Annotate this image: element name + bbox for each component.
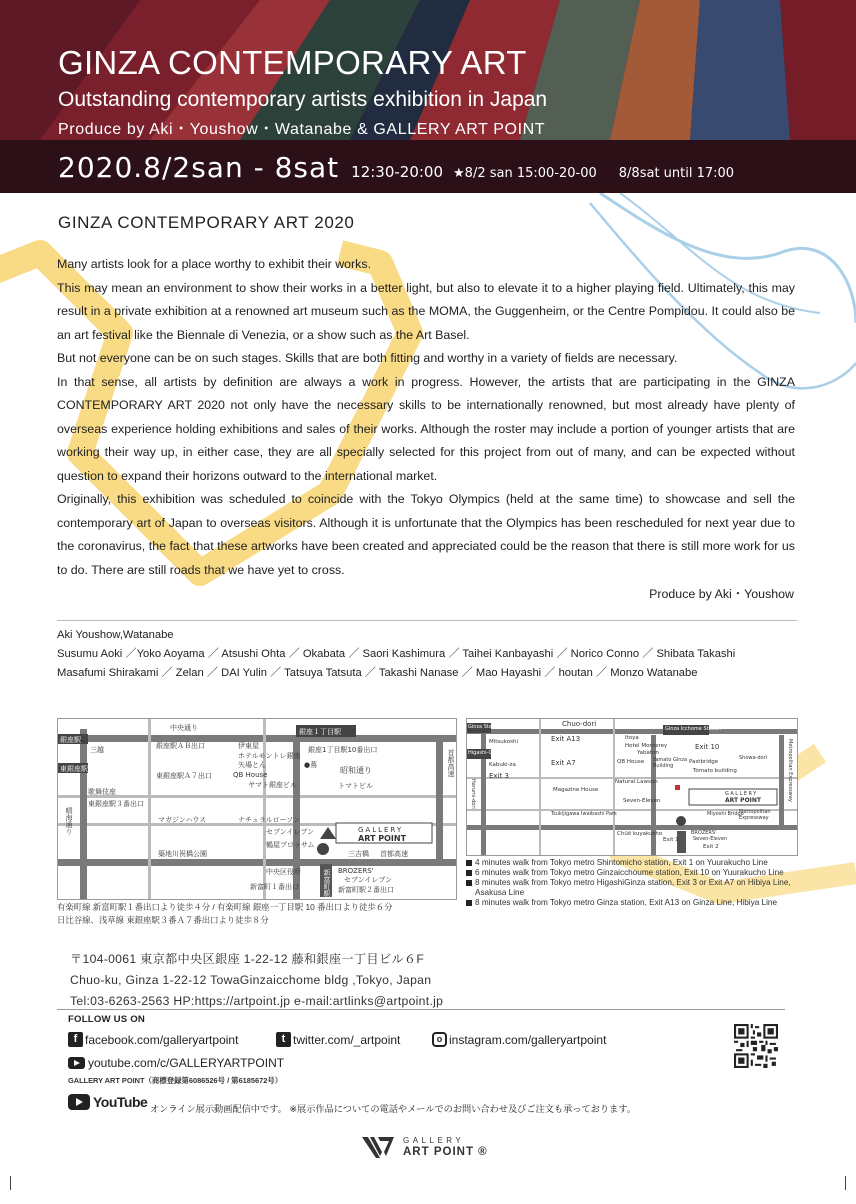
map-label-exit-sh2: 新富町駅２番出口 bbox=[338, 886, 394, 894]
intro-text bbox=[57, 253, 795, 582]
map-label-higashi-ginza: 東銀座駅 bbox=[60, 765, 88, 773]
map-label-exit-sh1: 新富町１番出口 bbox=[250, 883, 299, 891]
access-en-item: 8 minutes walk from Tokyo metro Ginza station, Exit A13 on Ginza Line, Hibiya Line bbox=[466, 898, 816, 908]
map-label-showa: 昭和通り bbox=[340, 766, 372, 775]
youtube-note: オンライン展示動画配信中です。 ※展示作品についての電話やメールでのお問い合わせ及びご注文も承っております。 bbox=[150, 1104, 636, 1114]
intro-signature: Produce by Aki・Youshow bbox=[649, 587, 794, 601]
map-label-hotel: ホテルモントレ銀座 bbox=[238, 752, 301, 760]
artists-line-1: Susumu Aoki ／Yoko Aoyama ／ Atsushi Ohta ／ Okabata ／ Saori Kashimura ／ Taihei Kanbayashi ／ Norico Conno ／ Shibata Takashi bbox=[57, 648, 736, 660]
map-label-exit10: 銀座1丁目駅10番出口 bbox=[308, 746, 378, 754]
footer-logo-gallery: GALLERY bbox=[403, 1136, 465, 1145]
map-label-itoya: 伊東屋 bbox=[238, 742, 259, 750]
map-en-exit-a7: Exit A7 bbox=[551, 759, 576, 767]
map-label-artpoint: ART POINT bbox=[358, 834, 407, 843]
address-divider bbox=[57, 1009, 785, 1010]
section-title: GINZA CONTEMPORARY ART 2020 bbox=[58, 213, 355, 232]
intro-paragraph: This may mean an environment to show their works in a better light, but also to elevate it to a higher playing field. Ultimately, this may result in a private exhibition at a renowned art museum such as the MOMA, the Guggenheim, or the Centre Pompidou. It could also be an art festival like the Biennale di Venezia, or a show such as the Art Basel. bbox=[57, 280, 795, 342]
map-en-pastbridge: Pastbridge bbox=[689, 759, 719, 765]
map-en-ginza-icchome: Ginza Icchome Station bbox=[665, 726, 722, 732]
map-en-tomato: Tomato building bbox=[693, 768, 737, 774]
qr-code-icon[interactable] bbox=[734, 1024, 778, 1068]
map-label-natural: ナチュラルローソン bbox=[238, 816, 301, 824]
map-en-magazine: Magazine House bbox=[553, 787, 599, 793]
map-en-brozers: BROZERS' bbox=[691, 830, 717, 836]
map-label-tomato: トマトビル bbox=[338, 782, 373, 790]
map-label-yamato: ヤマト銀座ビル bbox=[248, 781, 297, 789]
map-en-artpoint: ART POINT bbox=[725, 797, 762, 804]
aug8-hours-note: 8/8sat until 17:00 bbox=[618, 166, 735, 181]
map-en-harumi: Harumi-dori bbox=[470, 779, 476, 809]
map-en-natural: Natural Lawson bbox=[615, 779, 658, 785]
map-label-seven2: セブンイレブン bbox=[344, 876, 393, 884]
instagram-url[interactable]: instagram.com/galleryartpoint bbox=[449, 1032, 607, 1047]
youtube-icon bbox=[68, 1057, 85, 1069]
trademark-note: GALLERY ART POINT（商標登録第6086526号 / 第6185672号） bbox=[68, 1076, 283, 1085]
header-banner bbox=[0, 0, 856, 193]
map-en-ginza-station: Ginza Station bbox=[468, 724, 502, 730]
youtube-url[interactable]: youtube.com/c/GALLERYARTPOINT bbox=[88, 1056, 285, 1070]
map-en-kabukiza: Kabuki-za bbox=[489, 762, 516, 768]
map-label-mitsukoshi: 三越 bbox=[90, 746, 104, 754]
footer-logo-artpoint: ART POINT ® bbox=[403, 1146, 488, 1158]
map-label-chuo-dori: 中央通り bbox=[170, 724, 198, 732]
contact-info: Tel:03-6263-2563 HP:https://artpoint.jp e-mail:artlinks@artpoint.jp bbox=[70, 994, 444, 1008]
map-label-magazine: マガジンハウス bbox=[158, 816, 207, 824]
map-label-kabukiza: 歌舞伎座 bbox=[88, 788, 116, 796]
map-label-seven: セブンイレブン bbox=[266, 828, 315, 836]
intro-paragraph: In that sense, all artists by definition are always a work in progress. However, the artists that are participating in the GINZA CONTEMPORARY ART 2020 not only have the necessary skills to be internationally renowned, but most already have plenty of overseas experience holding exhibitions and sales of their works. Although the roster may include a portion of younger artists that are working their way up, in either case, they are all specially selected for this project from out of many, and can be expected without question to expand their horizons outward to the international market. bbox=[57, 374, 795, 483]
address-english: Chuo-ku, Ginza 1-22-12 TowaGinzaicchome bldg ,Tokyo, Japan bbox=[70, 973, 432, 987]
youtube-logo-icon bbox=[68, 1094, 90, 1110]
map-label-sankyo: 三吉橋 bbox=[348, 850, 369, 858]
map-en-qb: QB House bbox=[617, 759, 645, 765]
map-en-exit3: Exit 3 bbox=[489, 772, 509, 780]
map-en-chuo-dori: Chuo-dori bbox=[562, 720, 597, 728]
date-range: 2020.8/2san - 8sat bbox=[58, 151, 340, 184]
youtube-link[interactable] bbox=[68, 1056, 284, 1070]
map-label-exit-ab: 銀座駅ＡＢ出口 bbox=[156, 742, 205, 750]
map-en-mitsukoshi: Mitsukoshi bbox=[489, 739, 519, 745]
event-producer: Produce by Aki・Youshow・Watanabe & GALLERY ART POINT bbox=[58, 121, 546, 138]
access-en-item: 4 minutes walk from Tokyo metro Shintomicho station, Exit 1 on Yuurakucho Line bbox=[466, 858, 816, 868]
crop-mark bbox=[845, 1176, 846, 1190]
map-label-tsukiji: 築地川祝橋公園 bbox=[158, 850, 207, 858]
map-en-exit1: Exit 1 bbox=[663, 837, 679, 843]
map-label-brozers: BROZERS' bbox=[338, 867, 374, 875]
map-english bbox=[466, 718, 798, 856]
map-en-exit-a13: Exit A13 bbox=[551, 735, 581, 743]
map-en-exit10: Exit 10 bbox=[695, 743, 720, 751]
map-japanese bbox=[57, 718, 457, 900]
map-label-ginza1: 銀座１丁目駅 bbox=[299, 728, 341, 736]
instagram-icon: o bbox=[432, 1032, 447, 1047]
twitter-url[interactable]: twitter.com/_artpoint bbox=[293, 1032, 401, 1047]
intro-paragraph: Many artists look for a place worthy to exhibit their works. bbox=[57, 257, 372, 271]
map-label-harumi: 晴海通り bbox=[65, 807, 73, 835]
crop-mark bbox=[10, 1176, 11, 1190]
curators: Aki Youshow,Watanabe bbox=[57, 629, 174, 641]
access-en-item: 6 minutes walk from Tokyo metro Ginzaicchoume station, Exit 10 on Yuurakucho Line bbox=[466, 868, 816, 878]
opening-hours: 12:30-20:00 bbox=[351, 163, 444, 181]
access-jp-line: 有楽町線 新富町駅１番出口より徒歩４分 / 有楽町線 銀座一丁目駅 10 番出口より徒歩６分 bbox=[57, 902, 393, 912]
map-en-showa: Showa-dori bbox=[739, 755, 768, 761]
youtube-logo bbox=[68, 1094, 147, 1110]
map-en-higashi: Higashi-Ginza Station bbox=[468, 750, 523, 756]
event-subtitle: Outstanding contemporary artists exhibition in Japan bbox=[58, 88, 548, 111]
access-japanese bbox=[57, 901, 392, 927]
map-en-seven: Seven-Eleven bbox=[623, 798, 661, 804]
map-label-yabaton: 矢場とん bbox=[238, 761, 266, 769]
map-en-expressway-v: Metropolitan Expressway bbox=[787, 739, 793, 802]
address-block bbox=[70, 949, 443, 1012]
map-en-metro-exp: Metropolitan Expressway bbox=[739, 809, 771, 821]
map-label-dadu: ●蔦 bbox=[304, 761, 318, 769]
map-label-brossom: 鶴屋ブロッサム bbox=[266, 841, 315, 849]
map-en-chuo-ku: Chūō kuyakusho bbox=[617, 831, 663, 837]
map-label-expressway-h: 首都高速 bbox=[380, 850, 408, 858]
map-label-gallery: GALLERY bbox=[358, 826, 404, 834]
follow-title: FOLLOW US ON bbox=[68, 1014, 146, 1025]
facebook-icon: f bbox=[68, 1032, 83, 1047]
map-en-yabaton: Yabaton bbox=[637, 750, 659, 756]
address-japanese: 〒104-0061 東京都中央区銀座 1-22-12 藤和銀座一丁目ビル６F bbox=[70, 952, 425, 966]
map-en-miyoshi: Miyoshi Bridge bbox=[707, 811, 744, 817]
aug2-hours-note: ★8/2 san 15:00-20-00 bbox=[453, 166, 597, 181]
facebook-link[interactable] bbox=[68, 1032, 238, 1047]
map-en-itoya: Itoya bbox=[625, 735, 639, 741]
access-jp-line: 日比谷線、浅草線 東銀座駅３番Ａ７番出口より徒歩８分 bbox=[57, 915, 269, 925]
intro-paragraph: But not everyone can be on such stages. Skills that are both fitting and worthy in a variety of fields are necessary. bbox=[57, 351, 678, 365]
map-en-gallery: GALLERY bbox=[725, 791, 758, 797]
twitter-link[interactable] bbox=[276, 1032, 400, 1047]
map-label-expressway: 首都高速 bbox=[447, 749, 455, 777]
map-en-seven2: Seven-Eleven bbox=[693, 836, 728, 842]
map-label-ginza-station: 銀座駅 bbox=[60, 736, 81, 744]
artist-list bbox=[57, 626, 817, 683]
event-dates bbox=[58, 151, 734, 184]
intro-paragraph: Originally, this exhibition was scheduled to coincide with the Tokyo Olympics (held at the same time) to showcase and sell the contemporary art of Japan to overseas visitors. Although it is unfortunate that the Olympics has been rescheduled for next year due to the coronavirus, the fact that these artworks have been created and appreciated could be the reason that there is still more work for us to do. There are still roads that we have yet to cross. bbox=[57, 492, 795, 577]
map-label-qb: QB House bbox=[233, 771, 268, 779]
event-title: GINZA CONTEMPORARY ART bbox=[58, 44, 527, 81]
map-label-exit3: 東銀座駅３番出口 bbox=[88, 800, 144, 808]
map-en-yamato: Yamato Ginza Building bbox=[653, 757, 688, 769]
access-english bbox=[466, 858, 816, 908]
facebook-url[interactable]: facebook.com/galleryartpoint bbox=[85, 1032, 239, 1047]
map-label-shintomi: 新富町駅 bbox=[323, 869, 331, 897]
artists-divider bbox=[57, 620, 797, 621]
instagram-link[interactable] bbox=[432, 1032, 606, 1047]
twitter-icon: t bbox=[276, 1032, 291, 1047]
artists-line-2: Masafumi Shirakami ／ Zelan ／ DAI Yulin ／ Tatsuya Tatsuta ／ Takashi Nanase ／ Mao Hayashi ／ houtan ／ Monzo Watanabe bbox=[57, 667, 698, 679]
map-label-chuo-ku: 中央区役所 bbox=[266, 868, 301, 876]
map-label-exit-a7: 東銀座駅Ａ７出口 bbox=[156, 772, 212, 780]
map-en-exit2: Exit 2 bbox=[703, 844, 719, 850]
map-en-tsukiji: Tsukijigawa Iwaibashi Park bbox=[551, 811, 617, 817]
youtube-wordmark: YouTube bbox=[93, 1094, 148, 1110]
access-en-item: 8 minutes walk from Tokyo metro HigashiGinza station, Exit 3 or Exit A7 on Hibiya Line, Asakusa Line bbox=[466, 878, 816, 898]
map-en-hotel: Hotel Monterey bbox=[625, 743, 668, 749]
